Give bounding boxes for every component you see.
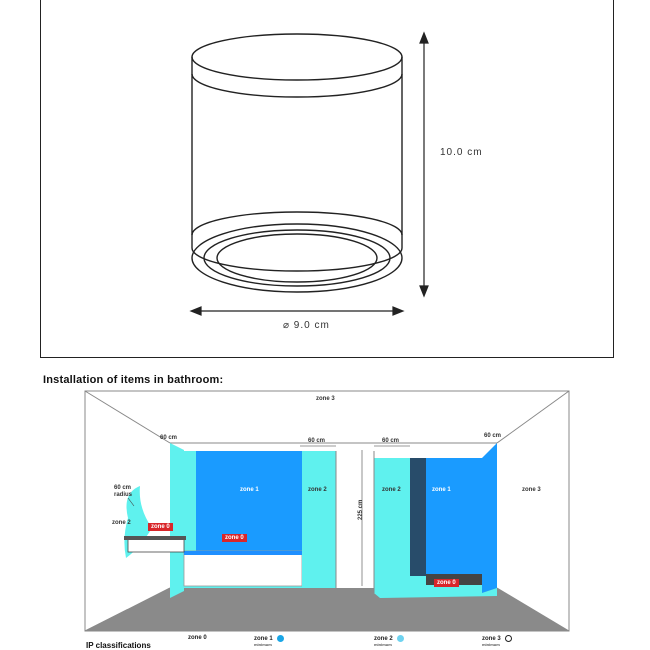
diameter-arrow-right xyxy=(393,307,403,315)
legend-zone3 xyxy=(482,635,512,648)
cylinder-lens xyxy=(217,234,377,282)
zone1-right-label: zone 1 xyxy=(432,487,451,493)
ip-classifications-title: IP classifications xyxy=(86,641,151,650)
right-wall-zone1 xyxy=(482,443,497,593)
zone2-left-label: zone 2 xyxy=(308,487,327,493)
room-edge-top-left xyxy=(85,391,170,443)
zone2-right-label: zone 2 xyxy=(382,487,401,493)
cylinder-top-ellipse xyxy=(192,34,402,80)
dim-60-center-right: 60 cm xyxy=(382,438,400,444)
legend-zone3-label: zone 3 xyxy=(482,636,501,643)
left-zone1 xyxy=(196,451,302,551)
radius-label-1: 60 cm xyxy=(114,485,132,491)
bathroom-section-title: Installation of items in bathroom: xyxy=(43,374,224,386)
dim-60-left: 60 cm xyxy=(160,435,178,441)
zone1-left-label: zone 1 xyxy=(240,487,259,493)
bathtub xyxy=(184,551,302,586)
dim-60-right: 60 cm xyxy=(484,433,502,439)
legend-zone0 xyxy=(188,635,207,641)
zone0-bath-tag: zone 0 xyxy=(222,534,247,542)
height-225-label: 225 cm xyxy=(358,499,364,520)
basin-top xyxy=(124,536,186,540)
zone3-top-label: zone 3 xyxy=(316,396,335,402)
legend-zone1 xyxy=(254,635,284,648)
legend-zone0-label: zone 0 xyxy=(188,635,207,641)
bathroom-diagram xyxy=(0,388,650,650)
legend-zone1-label: zone 1 xyxy=(254,636,273,643)
diameter-label: ⌀ 9.0 cm xyxy=(283,320,330,331)
cylinder-bottom-mid xyxy=(204,230,390,286)
zone3-right-label: zone 3 xyxy=(522,487,541,493)
height-label: 10.0 cm xyxy=(440,147,483,158)
left-zone2-right xyxy=(302,451,336,588)
left-wall-zone2 xyxy=(170,443,184,598)
basin-cabinet xyxy=(128,538,184,552)
legend-zone2-sub: minimum xyxy=(374,642,392,648)
legend-zone3-swatch xyxy=(505,635,512,642)
legend-zone2-label: zone 2 xyxy=(374,636,393,643)
zone2-basin-label: zone 2 xyxy=(112,520,131,526)
legend-zone2-swatch xyxy=(397,635,404,642)
legend-zone1-swatch xyxy=(277,635,284,642)
shower-glass-panel xyxy=(410,458,426,576)
radius-label-2: radius xyxy=(114,492,133,498)
legend-zone1-sub: minimum xyxy=(254,642,272,648)
diameter-arrow-left xyxy=(191,307,201,315)
zone0-shower-tag: zone 0 xyxy=(434,579,459,587)
zone0-basin-tag: zone 0 xyxy=(148,523,173,531)
cylinder-top-band xyxy=(192,57,402,97)
bathtub-zone0 xyxy=(184,551,302,555)
dim-60-center-left: 60 cm xyxy=(308,438,326,444)
room-edge-top-right xyxy=(497,391,569,443)
height-arrow-bottom xyxy=(420,286,428,296)
legend-zone3-sub: minimum xyxy=(482,642,500,648)
legend-zone2 xyxy=(374,635,404,648)
height-arrow-top xyxy=(420,33,428,43)
